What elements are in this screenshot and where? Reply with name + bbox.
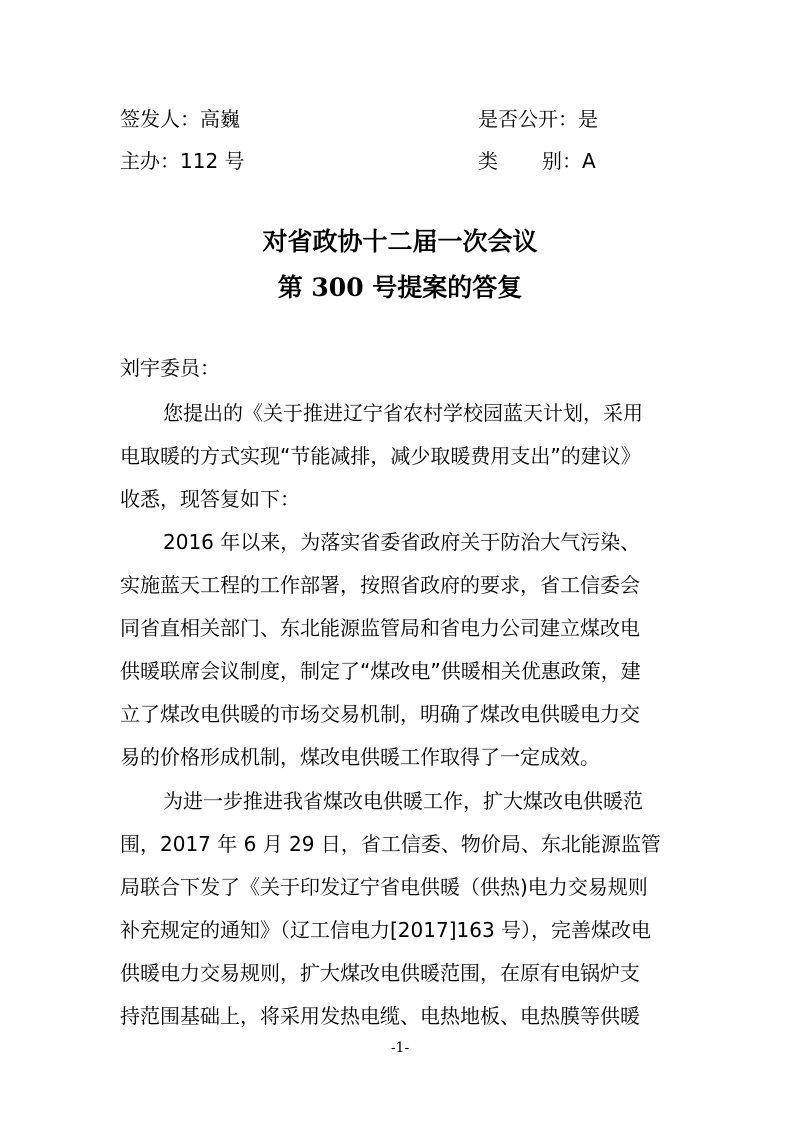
body-line: 收悉，现答复如下： [120, 487, 300, 511]
category-label-a: 类 [478, 149, 498, 173]
document-title-line-2: 第 300 号提案的答复 [277, 273, 523, 302]
sponsor-text: 主办：112 号 [120, 149, 245, 173]
body-line: 局联合下发了《关于印发辽宁省电供暖（供热)电力交易规则 [120, 875, 648, 899]
body-line: 易的价格形成机制，煤改电供暖工作取得了一定成效。 [120, 745, 600, 769]
page-number: -1- [390, 1040, 410, 1056]
signer-text: 签发人：高巍 [120, 107, 240, 131]
category-text [478, 145, 596, 177]
body-line: 补充规定的通知》（辽工信电力[2017]163 号），完善煤改电 [120, 918, 652, 942]
document-title-line-1: 对省政协十二届一次会议 [262, 227, 538, 256]
category-label-b: 别：A [542, 149, 596, 173]
body-line: 供暖电力交易规则，扩大煤改电供暖范围，在原有电锅炉支 [120, 961, 640, 985]
header-row-1 [120, 103, 680, 135]
body-line: 您提出的《关于推进辽宁省农村学校园蓝天计划，采用 [163, 401, 643, 425]
salutation: 刘宇委员： [120, 356, 220, 380]
body-line: 供暖联席会议制度，制定了“煤改电”供暖相关优惠政策，建 [120, 659, 641, 683]
body-line: 围，2017 年 6 月 29 日，省工信委、物价局、东北能源监管 [120, 832, 661, 856]
body-line: 为进一步推进我省煤改电供暖工作，扩大煤改电供暖范 [163, 789, 643, 813]
public-status-text: 是否公开：是 [478, 107, 598, 131]
body-line: 实施蓝天工程的工作部署，按照省政府的要求，省工信委会 [120, 573, 640, 597]
body-line: 电取暖的方式实现“节能减排，减少取暖费用支出”的建议》 [120, 444, 641, 468]
body-line: 2016 年以来，为落实省委省政府关于防治大气污染、 [163, 530, 641, 554]
body-line: 立了煤改电供暖的市场交易机制，明确了煤改电供暖电力交 [120, 702, 640, 726]
header-row-2 [120, 145, 680, 177]
body-line: 持范围基础上，将采用发热电缆、电热地板、电热膜等供暖 [120, 1004, 640, 1028]
body-line: 同省直相关部门、东北能源监管局和省电力公司建立煤改电 [120, 616, 640, 640]
